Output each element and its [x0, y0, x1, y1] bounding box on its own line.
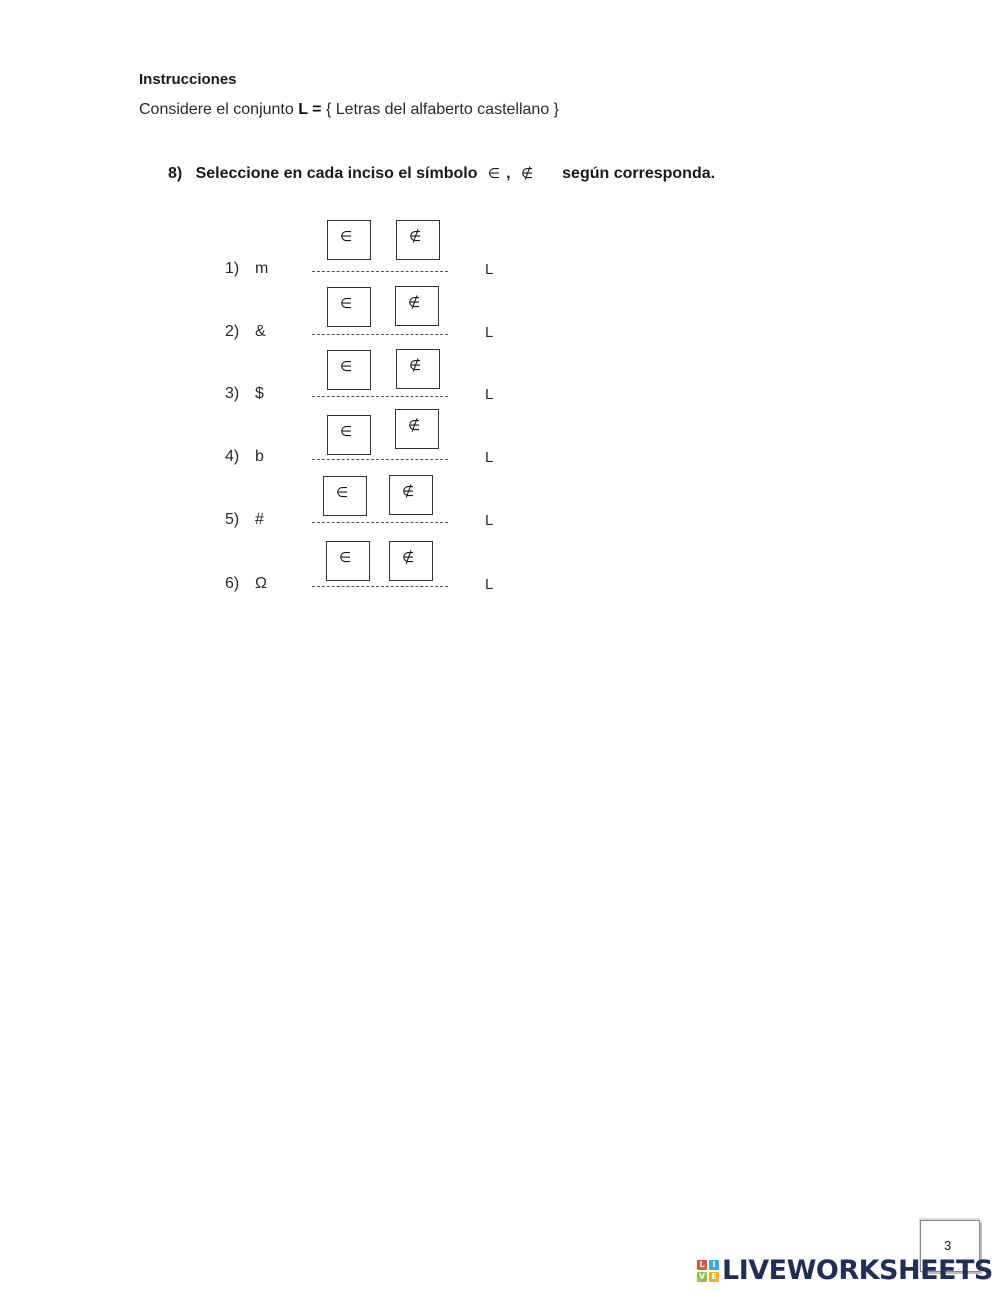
- row-number: 1): [225, 260, 240, 277]
- answer-line: [312, 459, 448, 460]
- set-definition: [139, 101, 559, 119]
- set-label: L: [485, 449, 494, 466]
- option-element-of-button[interactable]: ∈: [327, 220, 371, 260]
- set-label: L: [485, 576, 494, 593]
- set-label: L: [485, 512, 494, 529]
- row-number: 5): [225, 511, 240, 528]
- set-label: L: [485, 386, 494, 403]
- not-element-of-symbol: ∉: [521, 165, 534, 181]
- answer-line: [312, 522, 448, 523]
- row-element: &: [255, 323, 266, 340]
- option-element-of-button[interactable]: ∈: [327, 415, 371, 455]
- set-name: L =: [298, 101, 322, 118]
- option-element-of-button[interactable]: ∈: [326, 541, 370, 581]
- answer-line: [312, 334, 448, 335]
- question-8: [168, 165, 715, 183]
- row-number: 4): [225, 448, 240, 465]
- row-element: m: [255, 260, 269, 277]
- symbol-comma: ,: [506, 165, 511, 182]
- answer-line: [312, 396, 448, 397]
- logo-mark-tile: I: [709, 1260, 719, 1270]
- row-element: b: [255, 448, 264, 465]
- row-element: #: [255, 511, 264, 528]
- liveworksheets-logo: [697, 1255, 993, 1286]
- row-element: Ω: [255, 575, 267, 592]
- set-label: L: [485, 324, 494, 341]
- option-not-element-of-button[interactable]: ∉: [389, 475, 433, 515]
- row-element: $: [255, 385, 264, 402]
- logo-mark-tile: V: [698, 1271, 706, 1281]
- consider-prefix: Considere el conjunto: [139, 101, 294, 118]
- option-not-element-of-button[interactable]: ∉: [395, 409, 439, 449]
- option-not-element-of-button[interactable]: ∉: [395, 286, 439, 326]
- row-number: 3): [225, 385, 240, 402]
- logo-text: LIVEWORKSHEETS: [722, 1255, 993, 1286]
- instructions-heading: Instrucciones: [139, 71, 237, 88]
- question-text: Seleccione en cada inciso el símbolo: [195, 165, 478, 182]
- set-description: { Letras del alfaberto castellano }: [325, 101, 559, 118]
- element-of-symbol: ∈: [487, 165, 501, 181]
- row-number: 2): [225, 323, 240, 340]
- row-number: 6): [225, 575, 240, 592]
- logo-mark-tile: E: [709, 1272, 719, 1282]
- option-element-of-button[interactable]: ∈: [327, 350, 371, 390]
- option-element-of-button[interactable]: ∈: [327, 287, 371, 327]
- set-label: L: [485, 261, 494, 278]
- page-number: 3: [944, 1238, 952, 1253]
- question-suffix: según corresponda.: [562, 165, 716, 182]
- option-not-element-of-button[interactable]: ∉: [389, 541, 433, 581]
- answer-line: [312, 586, 448, 587]
- question-number: 8): [168, 165, 183, 182]
- option-not-element-of-button[interactable]: ∉: [396, 349, 440, 389]
- option-not-element-of-button[interactable]: ∉: [396, 220, 440, 260]
- logo-mark-tile: L: [697, 1260, 707, 1270]
- logo-mark-icon: [697, 1260, 719, 1282]
- option-element-of-button[interactable]: ∈: [323, 476, 367, 516]
- answer-line: [312, 271, 448, 272]
